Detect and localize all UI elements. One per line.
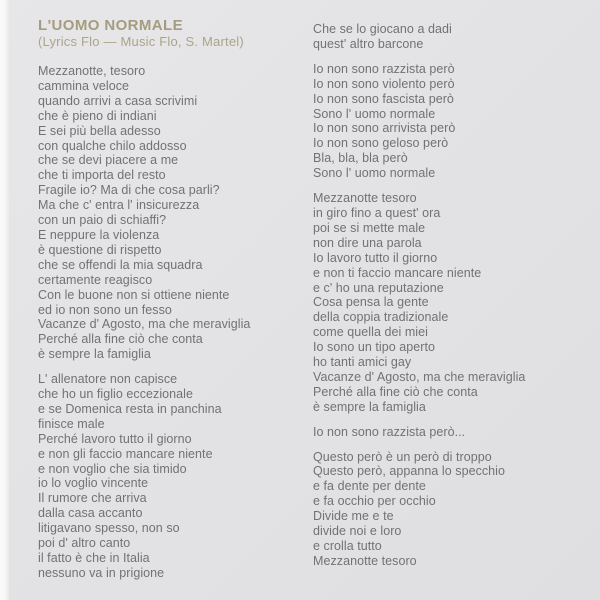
- lyric-line: ho tanti amici gay: [313, 355, 412, 370]
- lyric-line: non dire una parola: [313, 235, 422, 250]
- lyric-line: Fragile io? Ma di che cosa parli?: [38, 183, 220, 198]
- lyric-line: con qualche chilo addosso: [38, 138, 187, 153]
- lyric-line: E sei più bella adesso: [38, 123, 161, 138]
- lyric-line: Ma che c' entra l' insicurezza: [38, 198, 200, 213]
- song-credits: (Lyrics Flo — Music Flo, S. Martel): [38, 34, 244, 49]
- lyric-line: Perché lavoro tutto il giorno: [38, 431, 192, 446]
- stanza: [313, 62, 593, 181]
- right-column-stanzas: [313, 22, 593, 569]
- lyric-line: e fa occhio per occhio: [313, 494, 436, 509]
- lyric-line: Io non sono razzista però...: [313, 424, 466, 439]
- left-column-stanzas: [38, 64, 308, 581]
- lyric-line: è sempre la famiglia: [38, 347, 151, 362]
- lyric-line: e non gli faccio mancare niente: [38, 446, 213, 461]
- lyric-line: Perché alla fine ciò che conta: [313, 384, 478, 399]
- lyric-line: è sempre la famiglia: [313, 399, 426, 414]
- lyric-line: che se offendi la mia squadra: [38, 257, 203, 272]
- lyric-line: e non ti faccio mancare niente: [313, 265, 482, 280]
- lyric-line: Questo però, appanna lo specchio: [313, 464, 506, 479]
- lyric-line: e se Domenica resta in panchina: [38, 401, 222, 416]
- stanza: [38, 64, 308, 362]
- lyric-line: Bla, bla, bla però: [313, 151, 408, 166]
- lyric-line: Io non sono arrivista però: [313, 121, 456, 136]
- lyric-line: che se devi piacere a me: [38, 153, 179, 168]
- lyric-line: poi d' altro canto: [38, 536, 131, 551]
- lyric-line: L' allenatore non capisce: [38, 372, 178, 387]
- lyric-line: Questo però è un però di troppo: [313, 449, 492, 464]
- lyric-line: Vacanze d' Agosto, ma che meraviglia: [313, 369, 526, 384]
- lyric-line: Che se lo giocano a dadi: [313, 22, 452, 36]
- lyric-line: e c' ho una reputazione: [313, 280, 444, 295]
- lyric-line: Cosa pensa la gente: [313, 295, 429, 310]
- lyric-line: Io lavoro tutto il giorno: [313, 250, 438, 265]
- lyric-line: Io non sono geloso però: [313, 136, 449, 151]
- lyric-line: e crolla tutto: [313, 539, 382, 553]
- lyric-line: in giro fino a quest' ora: [313, 205, 441, 220]
- lyric-line: Io sono un tipo aperto: [313, 340, 436, 355]
- lyric-line: finisce male: [38, 416, 105, 431]
- lyric-line: Il rumore che arriva: [38, 491, 147, 506]
- lyric-line: quando arrivi a casa scrivimi: [38, 93, 198, 108]
- lyric-line: E neppure la violenza: [38, 227, 160, 242]
- lyric-line: della coppia tradizionale: [313, 310, 449, 325]
- lyric-line: Vacanze d' Agosto, ma che meraviglia: [38, 317, 251, 332]
- lyric-line: dalla casa accanto: [38, 506, 143, 521]
- stanza: [313, 22, 593, 52]
- stanza: [313, 191, 593, 415]
- lyric-line: certamente reagisco: [38, 272, 153, 287]
- lyrics-right-column: [313, 18, 593, 569]
- lyric-line: come quella dei miei: [313, 325, 428, 340]
- lyric-line: che ti importa del resto: [38, 168, 166, 183]
- lyric-line: Sono l' uomo normale: [313, 166, 436, 181]
- lyric-line: Sono l' uomo normale: [313, 106, 436, 121]
- song-title: L'UOMO NORMALE: [38, 17, 183, 34]
- lyric-line: Mezzanotte, tesoro: [38, 64, 146, 78]
- lyric-line: con un paio di schiaffi?: [38, 213, 167, 228]
- lyric-line: Mezzanotte tesoro: [313, 553, 417, 568]
- lyrics-left-column: [38, 18, 308, 581]
- lyric-line: divide noi e loro: [313, 524, 402, 539]
- lyric-line: Con le buone non si ottiene niente: [38, 287, 230, 302]
- lyric-line: Divide me e te: [313, 509, 394, 524]
- lyric-line: e fa dente per dente: [313, 479, 426, 494]
- lyric-line: Io non sono razzista però: [313, 61, 455, 76]
- lyric-line: e non voglio che sia timido: [38, 461, 187, 476]
- lyric-line: cammina veloce: [38, 78, 130, 93]
- lyric-line: Mezzanotte tesoro: [313, 191, 417, 206]
- stanza: [313, 425, 593, 440]
- lyric-line: Io non sono fascista però: [313, 91, 454, 106]
- lyric-line: che è pieno di indiani: [38, 108, 157, 123]
- lyric-line: il fatto è che in Italia: [38, 551, 150, 565]
- lyric-line: io lo voglio vincente: [38, 476, 149, 491]
- lyric-line: è questione di rispetto: [38, 242, 162, 257]
- lyric-line: poi se si mette male: [313, 220, 426, 235]
- lyric-line: ed io non sono un fesso: [38, 302, 172, 317]
- lyric-line: che ho un figlio eccezionale: [38, 387, 193, 402]
- stanza: [38, 372, 308, 581]
- lyric-line: Perché alla fine ciò che conta: [38, 332, 203, 347]
- lyric-line: Io non sono violento però: [313, 76, 455, 91]
- lyric-line: litigavano spesso, non so: [38, 521, 180, 536]
- lyric-line: quest' altro barcone: [313, 36, 424, 51]
- stanza: [313, 450, 593, 569]
- scan-edge-strip: [0, 0, 9, 600]
- lyric-line: nessuno va in prigione: [38, 565, 165, 580]
